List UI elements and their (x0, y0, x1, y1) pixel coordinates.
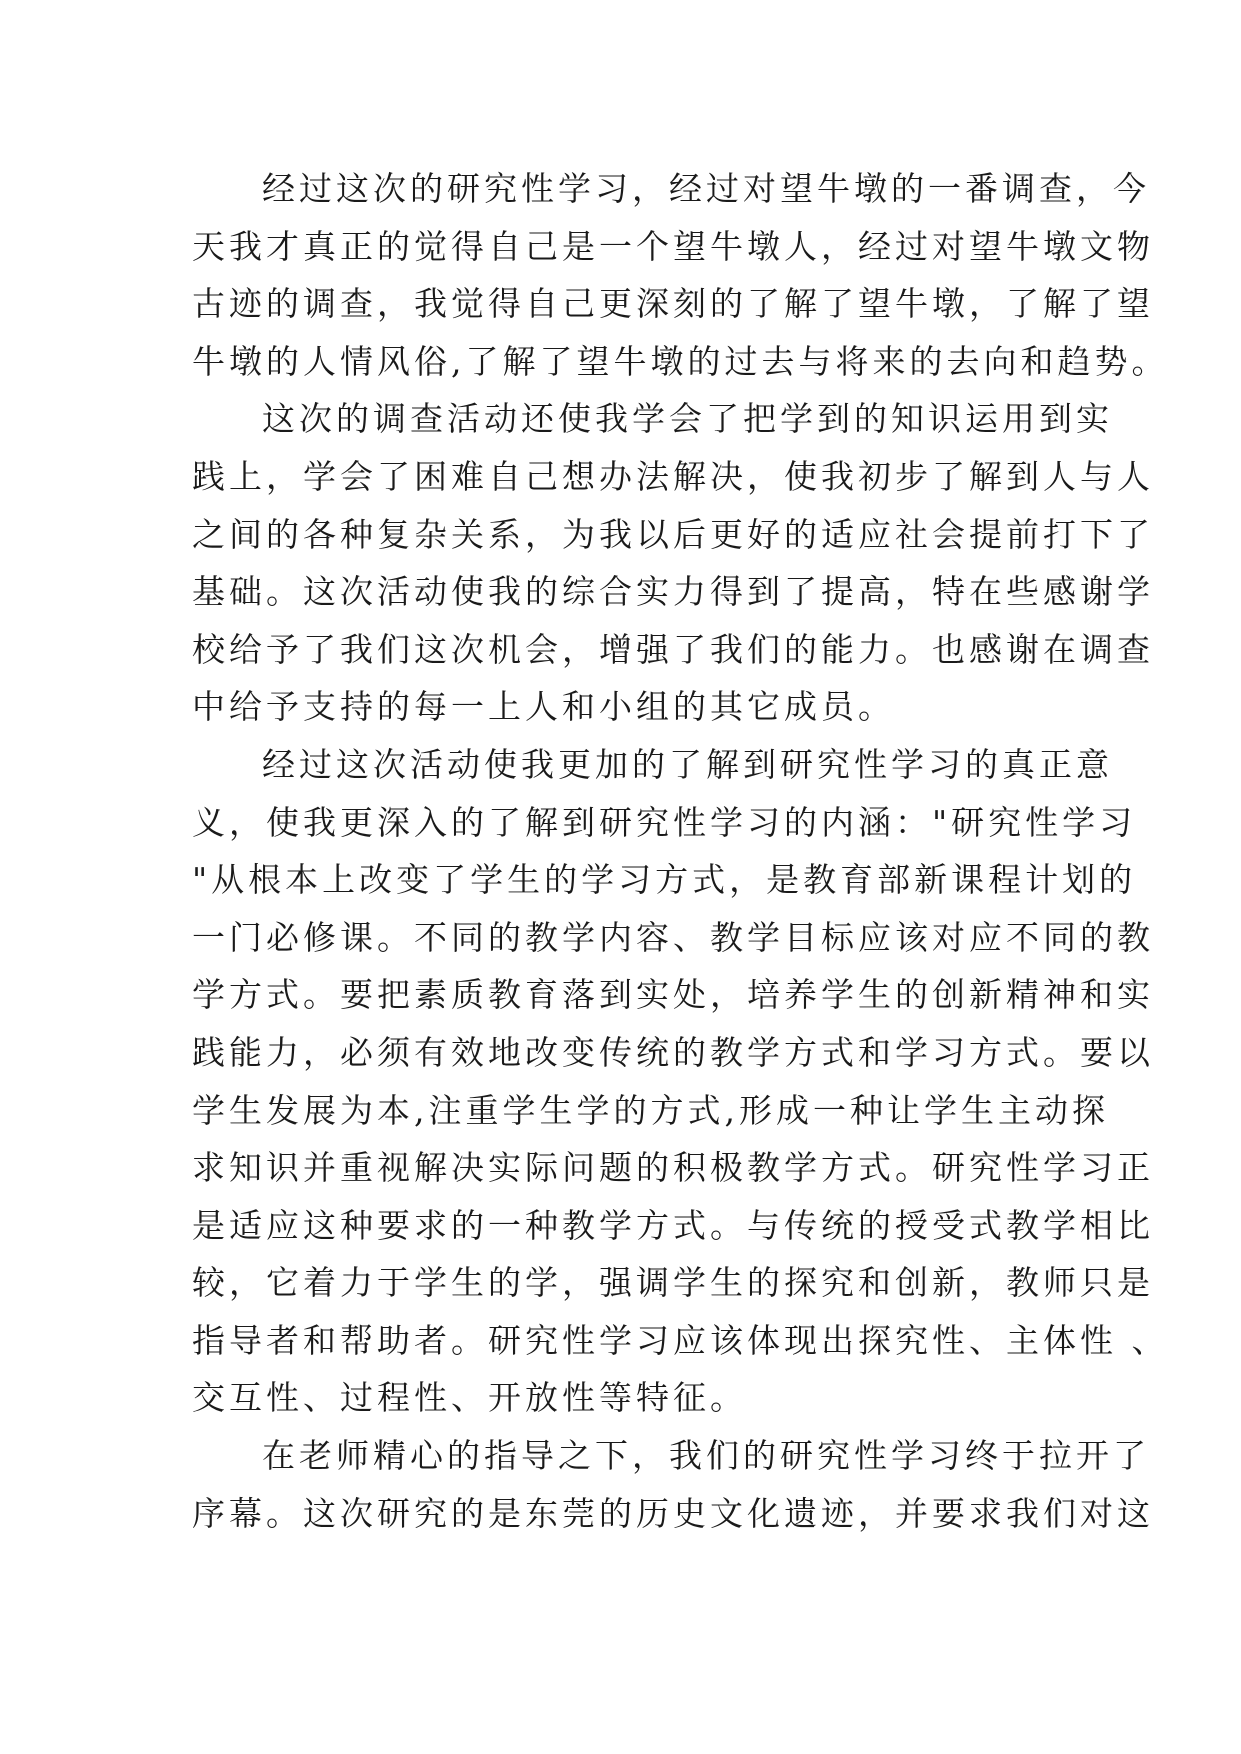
body-text (192, 160, 1169, 1542)
text-line: 基础。这次活动使我的综合实力得到了提高，特在些感谢学 (192, 572, 1154, 612)
text-line: 交互性、过程性、开放性等特征。 (192, 1378, 747, 1418)
paragraph-first-line: 经过这次的研究性学习，经过对望牛墩的一番调查，今 (262, 169, 1150, 208)
text-line: 较，它着力于学生的学，强调学生的探究和创新，教师只是 (192, 1263, 1154, 1303)
text-line: 义，使我更深入的了解到研究性学习的内涵："研究性学习 (192, 802, 1137, 842)
text-line: 指导者和帮助者。研究性学习应该体现出探究性、主体性 、 (192, 1320, 1169, 1360)
text-line: 中给予支持的每一上人和小组的其它成员。 (192, 687, 895, 727)
text-line: 之间的各种复杂关系，为我以后更好的适应社会提前打下了 (192, 514, 1154, 554)
text-line: 学生发展为本,注重学生学的方式,形成一种让学生主动探 (192, 1090, 1109, 1130)
text-line: "从根本上改变了学生的学习方式，是教育部新课程计划的 (192, 860, 1137, 900)
text-line: 践上，学会了困难自己想办法解决，使我初步了解到人与人 (192, 456, 1154, 496)
paragraph-first-line: 在老师精心的指导之下，我们的研究性学习终于拉开了 (262, 1436, 1150, 1476)
paragraph-first-line: 经过这次活动使我更加的了解到研究性学习的真正意 (262, 744, 1113, 784)
text-line: 践能力，必须有效地改变传统的教学方式和学习方式。要以 (192, 1032, 1154, 1072)
text-line: 是适应这种要求的一种教学方式。与传统的授受式教学相比 (192, 1205, 1154, 1245)
text-line: 牛墩的人情风俗,了解了望牛墩的过去与将来的去向和趋势。 (192, 341, 1169, 381)
text-line: 序幕。这次研究的是东莞的历史文化遗迹，并要求我们对这 (192, 1493, 1154, 1533)
text-line: 校给予了我们这次机会，增强了我们的能力。也感谢在调查 (192, 629, 1154, 669)
text-line: 古迹的调查，我觉得自己更深刻的了解了望牛墩，了解了望 (192, 284, 1154, 324)
text-line: 学方式。要把素质教育落到实处，培养学生的创新精神和实 (192, 975, 1154, 1015)
text-line: 一门必修课。不同的教学内容、教学目标应该对应不同的教 (192, 917, 1154, 957)
text-line: 求知识并重视解决实际问题的积极教学方式。研究性学习正 (192, 1148, 1154, 1188)
text-line: 天我才真正的觉得自己是一个望牛墩人，经过对望牛墩文物 (192, 226, 1154, 266)
paragraph-first-line: 这次的调查活动还使我学会了把学到的知识运用到实 (262, 399, 1113, 439)
